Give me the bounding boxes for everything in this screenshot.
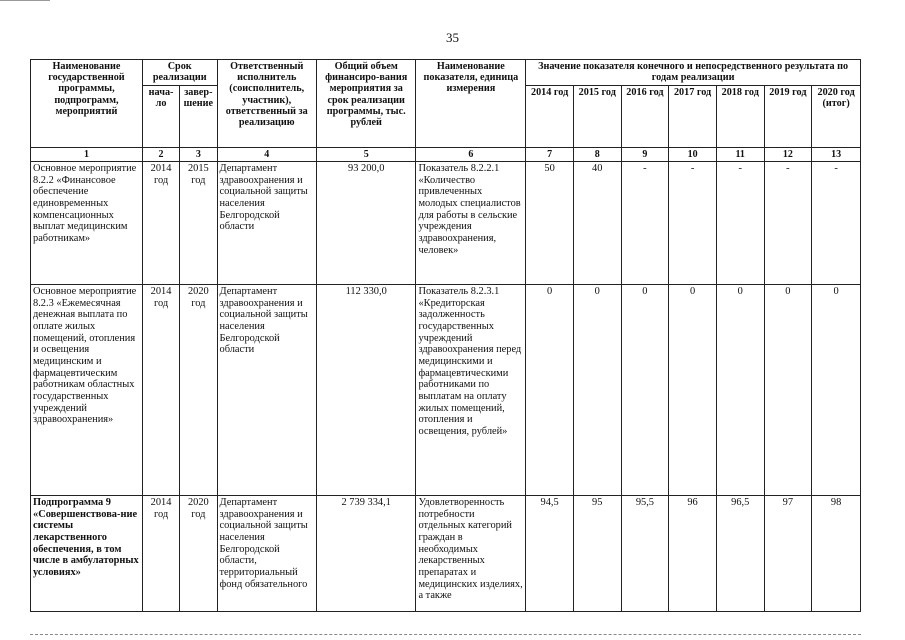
row-funding: 2 739 334,1 xyxy=(316,496,415,612)
row-value: 97 xyxy=(764,496,812,612)
row-value: 0 xyxy=(621,285,669,496)
row-value: 0 xyxy=(812,285,861,496)
row-value: 0 xyxy=(716,285,764,496)
column-number: 2 xyxy=(142,148,179,162)
column-number: 13 xyxy=(812,148,861,162)
row-value: 96 xyxy=(669,496,717,612)
row-value: 94,5 xyxy=(526,496,574,612)
header-year: 2014 год xyxy=(526,86,574,148)
page-bottom-rule xyxy=(30,634,861,635)
column-number: 1 xyxy=(31,148,143,162)
header-year: 2019 год xyxy=(764,86,812,148)
row-funding: 93 200,0 xyxy=(316,162,415,285)
row-value: 95 xyxy=(573,496,621,612)
row-value: 95,5 xyxy=(621,496,669,612)
row-start: 2014 год xyxy=(142,496,179,612)
row-value: - xyxy=(812,162,861,285)
row-value: 96,5 xyxy=(716,496,764,612)
column-number: 12 xyxy=(764,148,812,162)
header-year: 2018 год xyxy=(716,86,764,148)
row-value: 0 xyxy=(526,285,574,496)
header-year: 2020 год (итог) xyxy=(812,86,861,148)
table-row xyxy=(31,285,861,496)
row-end: 2015 год xyxy=(180,162,217,285)
header-term: Срок реализации xyxy=(142,60,217,86)
header-indicator: Наименование показателя, единица измерения xyxy=(416,60,526,148)
row-value: 98 xyxy=(812,496,861,612)
row-end: 2020 год xyxy=(180,496,217,612)
row-value: - xyxy=(621,162,669,285)
header-name: Наименование государственной программы, подпрограмм, мероприятий xyxy=(31,60,143,148)
column-number: 11 xyxy=(716,148,764,162)
row-indicator: Показатель 8.2.3.1 «Кредиторская задолженность государственных учреждений здравоохранения перед медицинскими и фармацевтическими работниками по выплатам на оплату жилых помещений, отопления и освещения, рублей» xyxy=(416,285,526,496)
row-value: 0 xyxy=(669,285,717,496)
column-number-row xyxy=(31,148,861,162)
row-value: 50 xyxy=(526,162,574,285)
page-number: 35 xyxy=(446,30,459,45)
row-start: 2014 год xyxy=(142,285,179,496)
row-value: 0 xyxy=(573,285,621,496)
row-executor: Департамент здравоохранения и социальной защиты населения Белгородской области, территориальный фонд обязательного xyxy=(217,496,316,612)
header-row-1 xyxy=(31,60,861,86)
header-year: 2016 год xyxy=(621,86,669,148)
header-term-end: завер-шение xyxy=(180,86,217,148)
row-funding: 112 330,0 xyxy=(316,285,415,496)
row-value: - xyxy=(669,162,717,285)
row-name: Основное мероприятие 8.2.3 «Ежемесячная денежная выплата по оплате жилых помещений, отопления и освещения медицинским и фармацевтическим работникам областных государственных учреждений здравоохранения» xyxy=(31,285,143,496)
header-funding: Общий объем финансиро-вания мероприятия за срок реализации программы, тыс. рублей xyxy=(316,60,415,148)
column-number: 8 xyxy=(573,148,621,162)
row-name: Подпрограмма 9 «Совершенствова-ние системы лекарственного обеспечения, в том числе в амбулаторных условиях» xyxy=(31,496,143,612)
header-term-start: нача-ло xyxy=(142,86,179,148)
row-end: 2020 год xyxy=(180,285,217,496)
row-value: 0 xyxy=(764,285,812,496)
column-number: 7 xyxy=(526,148,574,162)
row-indicator: Удовлетворенность потребности отдельных категорий граждан в необходимых лекарственных препаратах и медицинских изделиях, а также xyxy=(416,496,526,612)
column-number: 9 xyxy=(621,148,669,162)
page-corner-rule xyxy=(0,0,50,1)
row-value: - xyxy=(764,162,812,285)
column-number: 10 xyxy=(669,148,717,162)
row-start: 2014 год xyxy=(142,162,179,285)
header-year: 2015 год xyxy=(573,86,621,148)
header-executor: Ответственный исполнитель (соисполнитель, участник), ответственный за реализацию xyxy=(217,60,316,148)
column-number: 5 xyxy=(316,148,415,162)
row-executor: Департамент здравоохранения и социальной защиты населения Белгородской области xyxy=(217,162,316,285)
column-number: 4 xyxy=(217,148,316,162)
header-year: 2017 год xyxy=(669,86,717,148)
column-number: 6 xyxy=(416,148,526,162)
row-value: 40 xyxy=(573,162,621,285)
program-table xyxy=(30,59,861,612)
row-executor: Департамент здравоохранения и социальной защиты населения Белгородской области xyxy=(217,285,316,496)
row-name: Основное мероприятие 8.2.2 «Финансовое обеспечение единовременных компенсационных выплат медицинским работникам» xyxy=(31,162,143,285)
column-number: 3 xyxy=(180,148,217,162)
table-row xyxy=(31,496,861,612)
table-row xyxy=(31,162,861,285)
row-value: - xyxy=(716,162,764,285)
row-indicator: Показатель 8.2.2.1 «Количество привлеченных молодых специалистов для работы в сельские учреждения здравоохранения, человек» xyxy=(416,162,526,285)
header-values-title: Значение показателя конечного и непосредственного результата по годам реализации xyxy=(526,60,861,86)
